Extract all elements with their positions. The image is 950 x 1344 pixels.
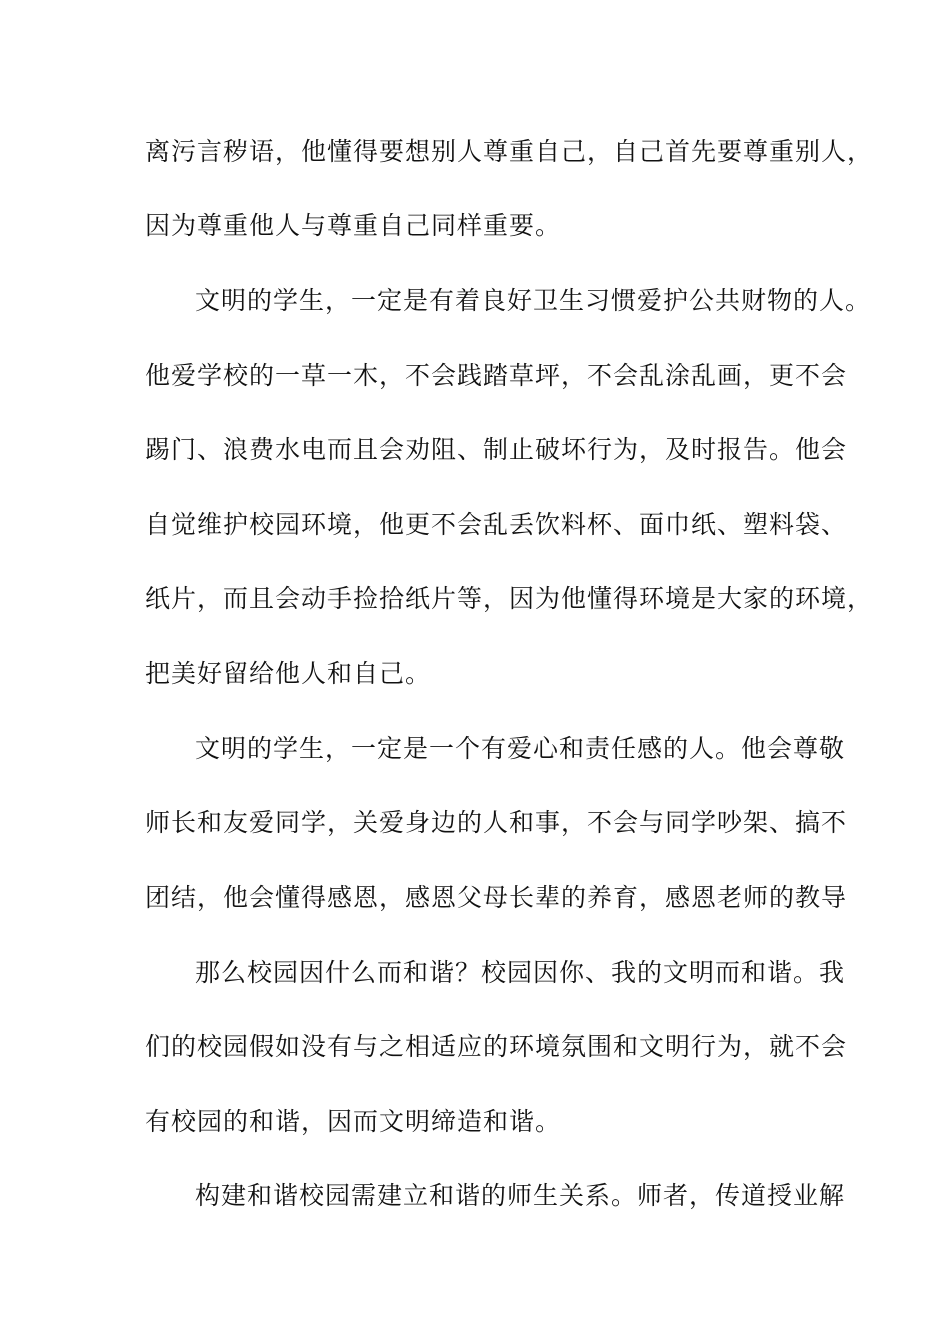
- paragraph-start-line: 构建和谐校园需建立和谐的师生关系。师者，传道授业解: [195, 1181, 846, 1210]
- text-line: 纸片，而且会动手捡拾纸片等，因为他懂得环境是大家的环境，: [145, 584, 874, 613]
- paragraph-start-line: 文明的学生，一定是一个有爱心和责任感的人。他会尊敬: [195, 734, 846, 763]
- text-line: 踢门、浪费水电而且会劝阻、制止破坏行为，及时报告。他会: [145, 435, 848, 464]
- paragraph-start-line: 文明的学生，一定是有着良好卫生习惯爱护公共财物的人。: [195, 286, 872, 315]
- text-line: 有校园的和谐，因而文明缔造和谐。: [145, 1107, 562, 1136]
- text-line: 自觉维护校园环境，他更不会乱丢饮料杯、面巾纸、塑料袋、: [145, 510, 848, 539]
- text-line: 团结，他会懂得感恩，感恩父母长辈的养育，感恩老师的教导: [145, 883, 848, 912]
- text-line: 因为尊重他人与尊重自己同样重要。: [145, 211, 562, 240]
- text-line: 他爱学校的一草一木，不会践踏草坪，不会乱涂乱画，更不会: [145, 361, 848, 390]
- paragraph-start-line: 那么校园因什么而和谐？校园因你、我的文明而和谐。我: [195, 958, 846, 987]
- text-line: 师长和友爱同学，关爱身边的人和事，不会与同学吵架、搞不: [145, 808, 848, 837]
- text-line: 把美好留给他人和自己。: [145, 659, 432, 688]
- text-line: 们的校园假如没有与之相适应的环境氛围和文明行为，就不会: [145, 1032, 848, 1061]
- text-line: 离污言秽语，他懂得要想别人尊重自己，自己首先要尊重别人，: [145, 137, 874, 166]
